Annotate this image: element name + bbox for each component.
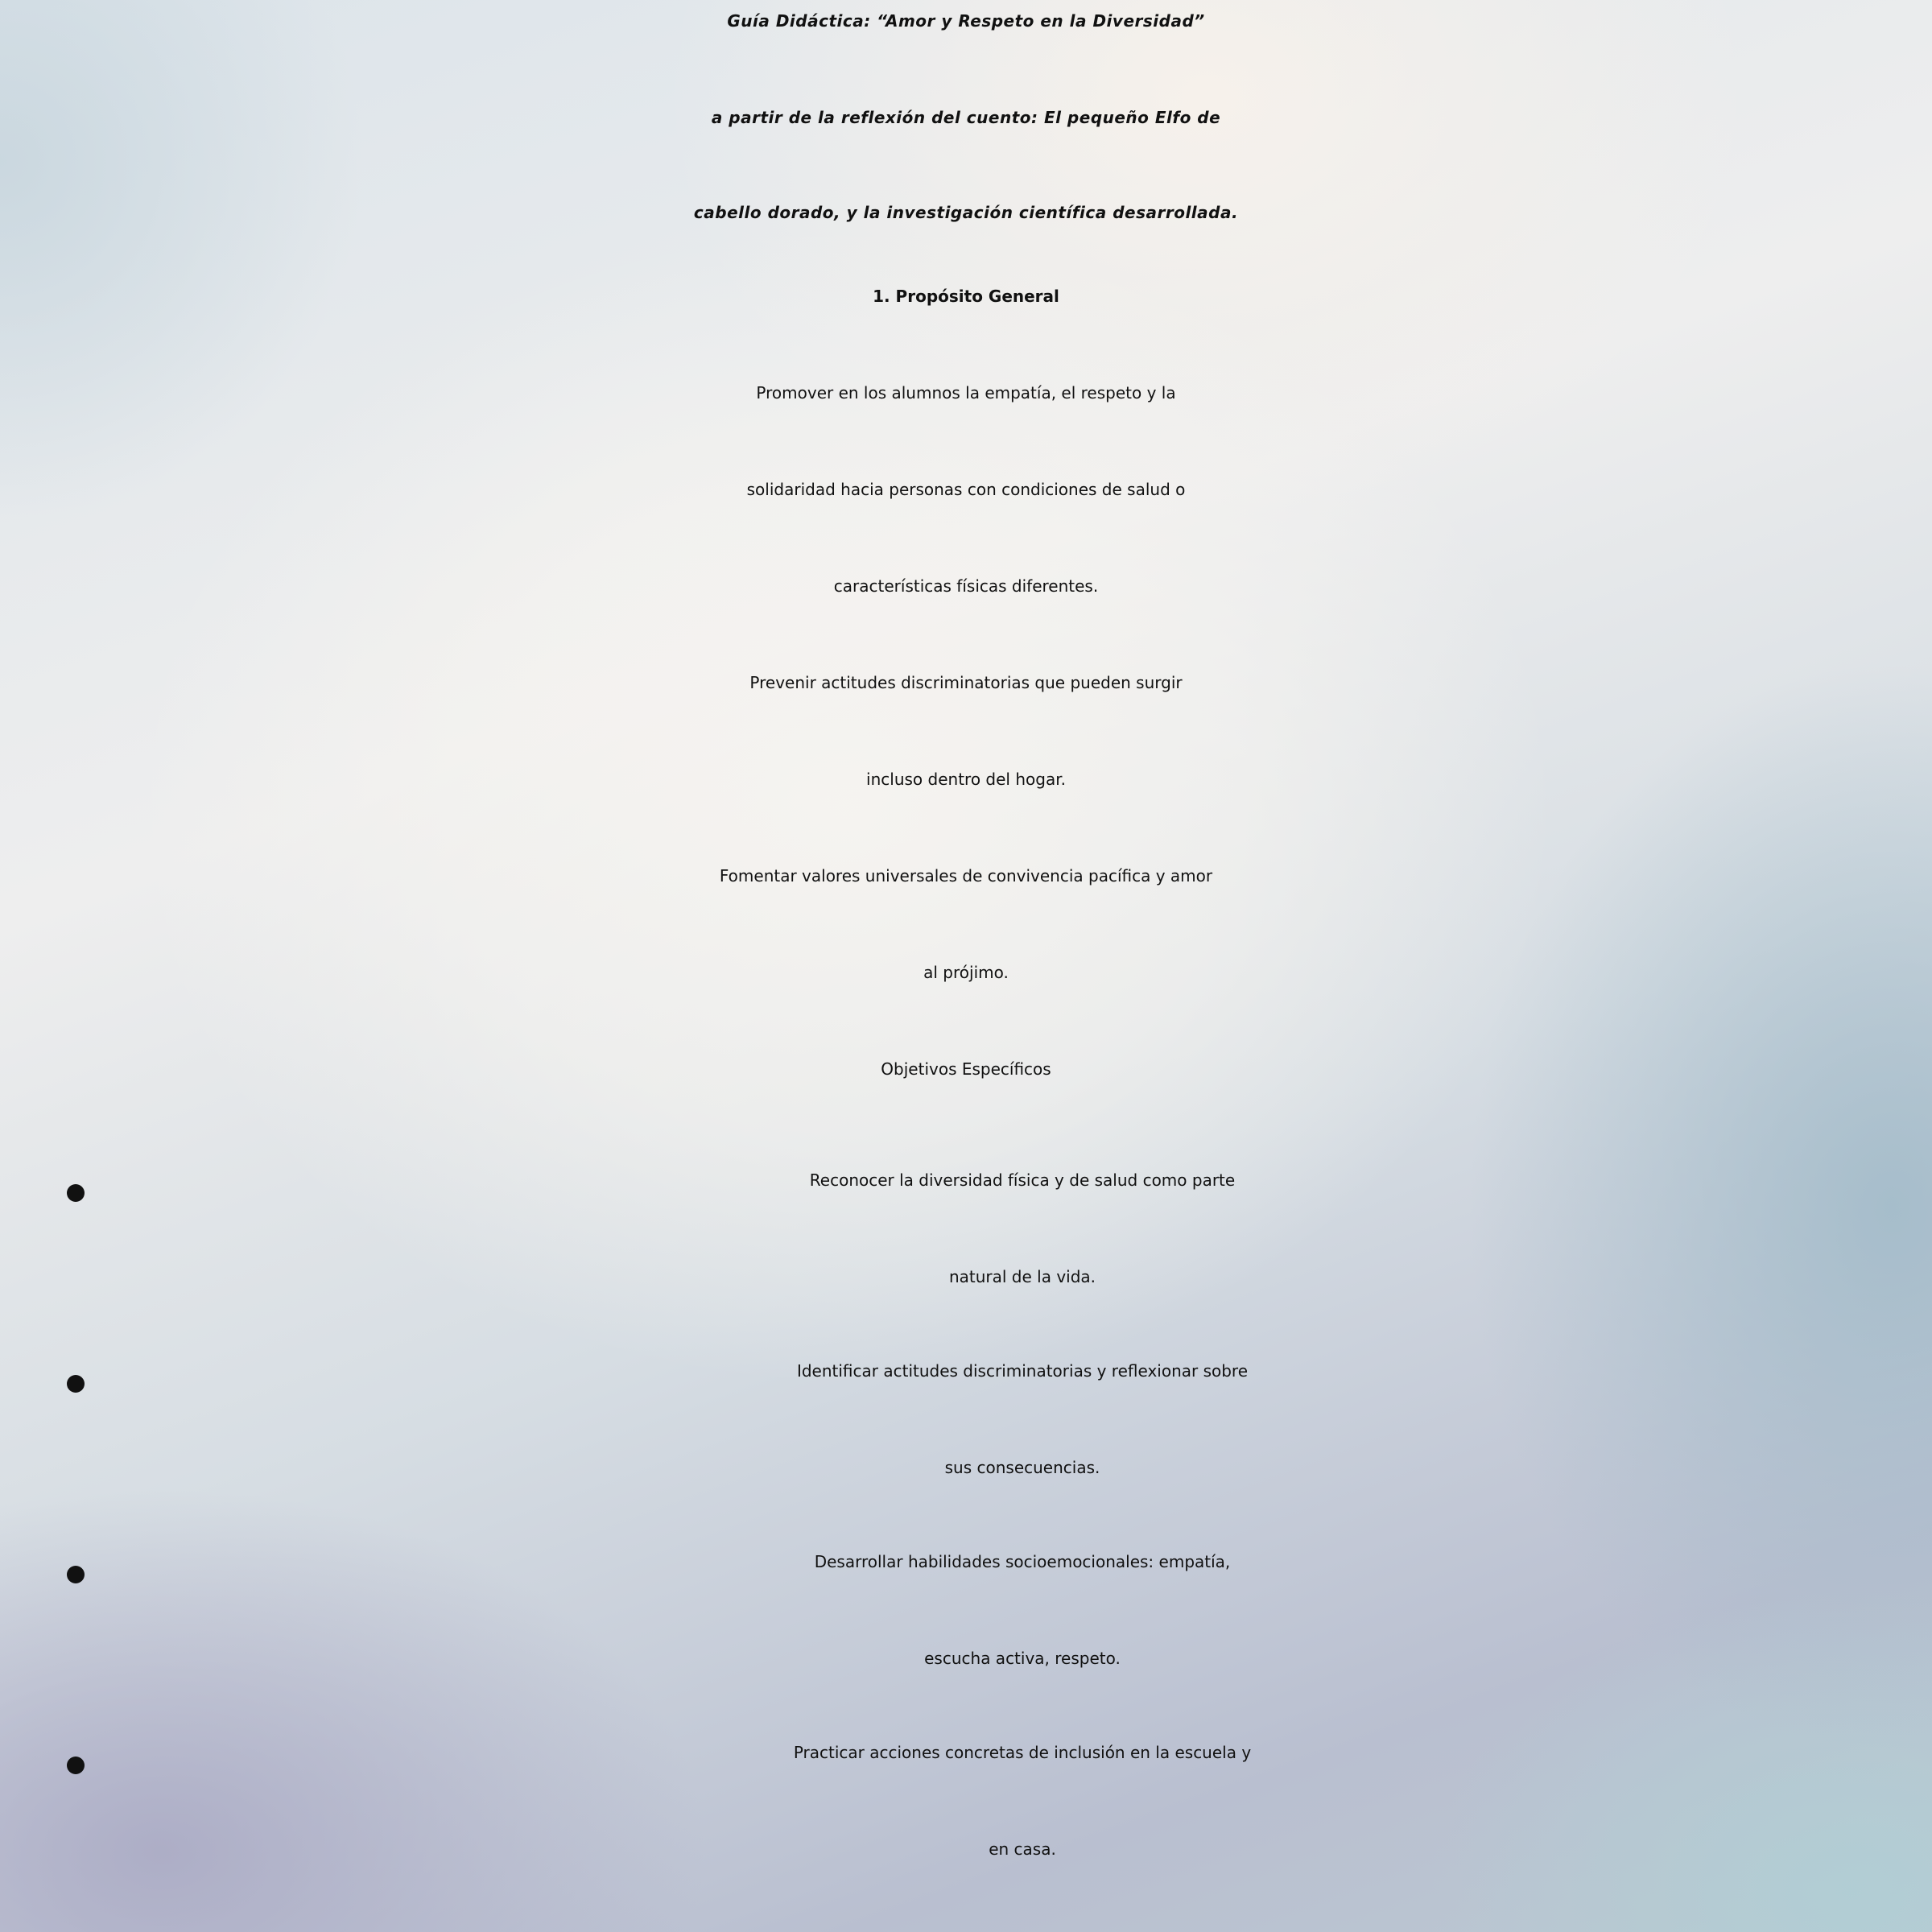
purpose-paragraph-3-line-1: Fomentar valores universales de convivencia pacífica y amor: [719, 866, 1213, 886]
objective-1-line-1: Reconocer la diversidad física y de salud como parte: [809, 1170, 1236, 1190]
purpose-paragraph-2-line-2: incluso dentro del hogar.: [866, 770, 1066, 789]
objective-4-line-2: en casa.: [989, 1839, 1056, 1859]
bullet-icon: [67, 1757, 85, 1774]
bullet-icon: [67, 1375, 85, 1393]
purpose-paragraph-1-line-3: características físicas diferentes.: [833, 576, 1099, 596]
objective-3-line-1: Desarrollar habilidades socioemocionales: empatía,: [814, 1552, 1231, 1571]
objective-2-line-2: sus consecuencias.: [944, 1458, 1100, 1477]
title-line-1: Guía Didáctica: “Amor y Respeto en la Diversidad”: [727, 11, 1205, 31]
title-line-2: a partir de la reflexión del cuento: El pequeño Elfo de: [711, 108, 1221, 127]
section-heading: 1. Propósito General: [873, 287, 1059, 306]
purpose-paragraph-1-line-1: Promover en los alumnos la empatía, el respeto y la: [756, 383, 1176, 402]
bullet-icon: [67, 1184, 85, 1202]
objective-1-line-2: natural de la vida.: [948, 1267, 1096, 1286]
purpose-paragraph-1-line-2: solidaridad hacia personas con condiciones de salud o: [746, 480, 1186, 499]
title-line-3: cabello dorado, y la investigación científica desarrollada.: [693, 203, 1239, 222]
purpose-paragraph-2-line-1: Prevenir actitudes discriminatorias que pueden surgir: [749, 673, 1183, 692]
purpose-paragraph-3-line-2: al prójimo.: [923, 963, 1009, 982]
bullet-icon: [67, 1566, 85, 1583]
objective-4-line-1: Practicar acciones concretas de inclusión en la escuela y: [793, 1743, 1252, 1762]
objective-2-line-1: Identificar actitudes discriminatorias y reflexionar sobre: [796, 1361, 1249, 1381]
objectives-heading: Objetivos Específicos: [881, 1059, 1051, 1079]
objective-3-line-2: escucha activa, respeto.: [924, 1649, 1121, 1668]
